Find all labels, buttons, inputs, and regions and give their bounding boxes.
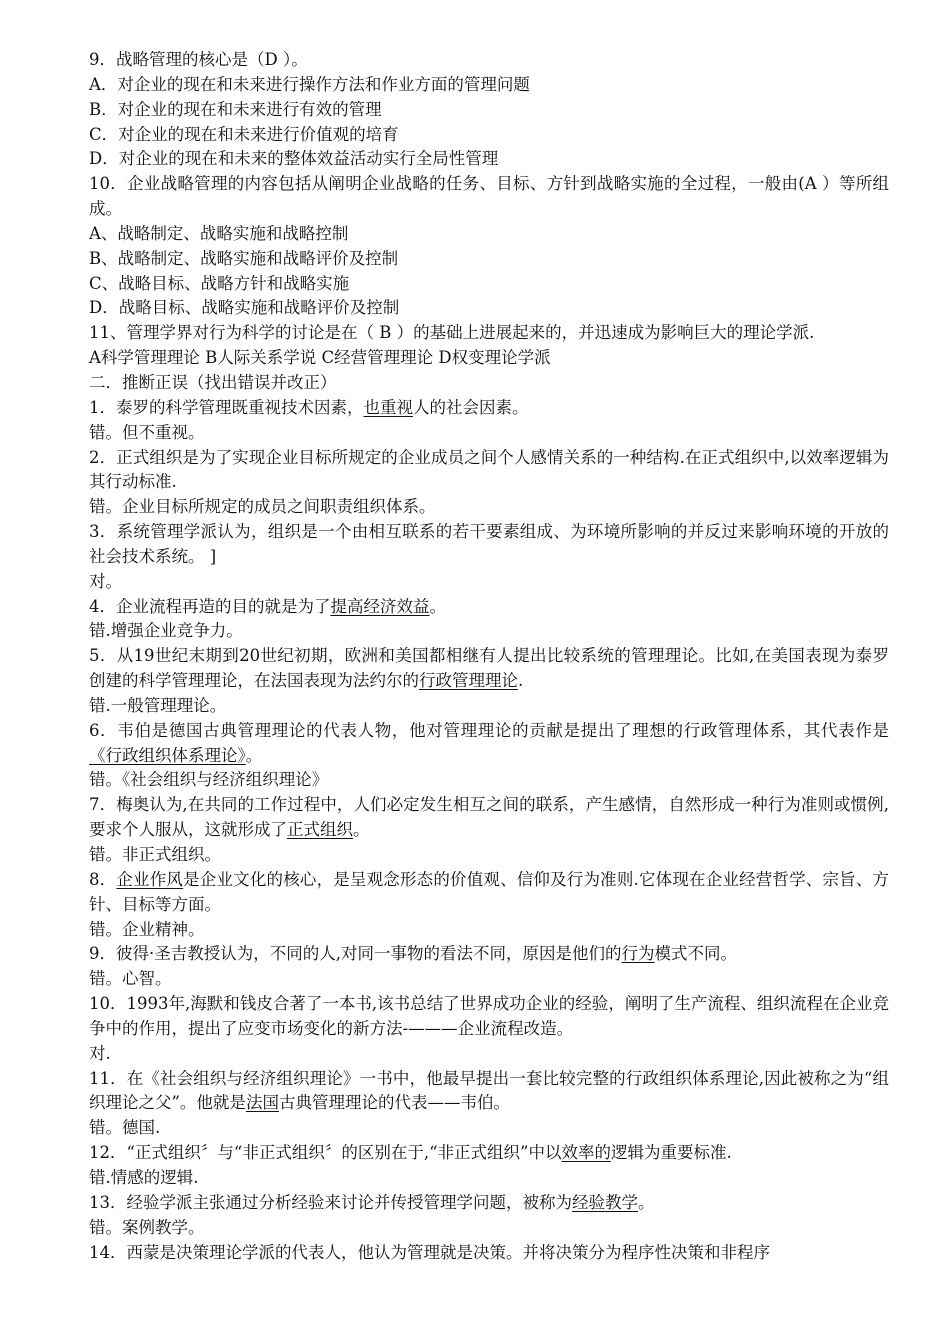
text-run: 错.情感的逻辑.	[89, 1167, 199, 1187]
text-run: 对。	[89, 571, 122, 591]
text-run: 错。心智。	[89, 969, 172, 989]
text-paragraph	[89, 619, 889, 644]
text-paragraph	[89, 1116, 889, 1141]
underlined-text: 企业作风	[116, 869, 184, 889]
text-paragraph	[89, 321, 889, 346]
text-paragraph	[89, 1067, 889, 1117]
text-paragraph	[89, 942, 889, 967]
underlined-text: 法国	[245, 1093, 279, 1113]
text-paragraph	[89, 918, 889, 943]
text-run: D．对企业的现在和未来的整体效益活动实行全局性管理	[89, 149, 499, 169]
text-run: 。	[638, 1192, 655, 1212]
text-run: 错。但不重视。	[89, 422, 205, 442]
text-paragraph	[89, 421, 889, 446]
document-body	[89, 48, 889, 1265]
text-run: 错.增强企业竞争力。	[89, 621, 243, 641]
text-run: 模式不同。	[654, 944, 737, 964]
underlined-text: 也重视	[363, 397, 413, 417]
text-run: 2．正式组织是为了实现企业目标所规定的企业成员之间个人感情关系的一种结构.在正式组织中,以效率逻辑为其行动标准.	[89, 447, 889, 492]
text-run: A、战略制定、战略实施和战略控制	[89, 223, 349, 243]
text-run: A．对企业的现在和未来进行操作方法和作业方面的管理问题	[89, 74, 530, 94]
text-paragraph	[89, 371, 889, 396]
text-paragraph	[89, 296, 889, 321]
text-run: 13．经验学派主张通过分析经验来讨论并传授管理学问题，被称为	[89, 1192, 572, 1212]
underlined-text: 效率的	[561, 1143, 611, 1163]
underlined-text: 提高经济效益	[330, 596, 430, 616]
text-paragraph	[89, 123, 889, 148]
text-run: 错。案例教学。	[89, 1217, 205, 1237]
text-paragraph	[89, 843, 889, 868]
underlined-text: 经验教学	[572, 1192, 638, 1212]
underlined-text: 正式组织	[287, 820, 353, 840]
text-paragraph	[89, 272, 889, 297]
text-paragraph	[89, 346, 889, 371]
text-paragraph	[89, 768, 889, 793]
text-paragraph	[89, 1141, 889, 1166]
text-run: 14．西蒙是决策理论学派的代表人，他认为管理就是决策。并将决策分为程序性决策和非程序	[89, 1242, 770, 1262]
text-run: C、战略目标、战略方针和战略实施	[89, 273, 350, 293]
text-paragraph	[89, 868, 889, 918]
text-run: 错.一般管理理论。	[89, 695, 227, 715]
text-paragraph	[89, 98, 889, 123]
text-run: 7．梅奥认为,在共同的工作过程中，人们必定发生相互之间的联系，产生感情，自然形成一种行为准则或惯例,要求个人服从，这就形成了	[89, 795, 889, 840]
text-paragraph	[89, 1191, 889, 1216]
text-run: 8．	[89, 869, 117, 889]
text-paragraph	[89, 520, 889, 570]
text-run: 6．韦伯是德国古典管理理论的代表人物，他对管理理论的贡献是提出了理想的行政管理体系，其代表作是	[89, 720, 889, 740]
text-run: 人的社会因素。	[413, 397, 529, 417]
text-run: .	[518, 671, 524, 691]
underlined-text: 行为	[621, 944, 655, 964]
text-run: 是企业文化的核心，是呈观念形态的价值观、信仰及行为准则.它体现在企业经营哲学、宗旨、方针、目标等方面。	[89, 869, 890, 914]
text-paragraph	[89, 247, 889, 272]
text-paragraph	[89, 1042, 889, 1067]
text-paragraph	[89, 396, 889, 421]
text-run: 错。德国.	[89, 1118, 161, 1138]
text-run: 9．彼得·圣吉教授认为，不同的人,对同一事物的看法不同，原因是他们的	[89, 944, 622, 964]
text-paragraph	[89, 793, 889, 843]
text-run: C．对企业的现在和未来进行价值观的培育	[89, 124, 399, 144]
text-run: D．战略目标、战略实施和战略评价及控制	[89, 298, 400, 318]
text-run: 10．1993年,海默和钱皮合著了一本书,该书总结了世界成功企业的经验，阐明了生产流程、组织流程在企业竞争中的作用，提出了应变市场变化的新方法-———企业流程改造。	[89, 994, 889, 1038]
text-run: 9．战略管理的核心是（D ）。	[89, 50, 308, 69]
text-run: 错。企业目标所规定的成员之间职责组织体系。	[89, 497, 436, 517]
text-paragraph	[89, 222, 889, 247]
text-run: 。	[429, 596, 446, 616]
text-run: 对.	[89, 1043, 111, 1063]
text-run: 错。《社会组织与经济组织理论》	[89, 770, 329, 790]
text-paragraph	[89, 172, 889, 222]
text-run: 古典管理理论的代表——韦伯。	[278, 1093, 510, 1113]
text-paragraph	[89, 570, 889, 595]
underlined-text: 行政管理理论	[419, 671, 518, 691]
text-paragraph	[89, 147, 889, 172]
underlined-text: 《行政组织体系理论》	[89, 745, 246, 765]
text-run: 3．系统管理学派认为，组织是一个由相互联系的若干要素组成、为环境所影响的并反过来影响环境的开放的社会技术系统。 ]	[89, 522, 889, 566]
text-run: 错。非正式组织。	[89, 845, 221, 864]
text-run: 。	[245, 745, 263, 765]
text-paragraph	[89, 73, 889, 98]
text-run: 错。企业精神。	[89, 919, 205, 939]
text-run: 11、管理学界对行为科学的讨论是在（ B ）的基础上进展起来的，并迅速成为影响巨大的理论学派.	[89, 323, 815, 343]
text-paragraph	[89, 644, 889, 694]
text-run: 。	[353, 820, 370, 840]
text-run: 二．推断正误（找出错误并改正）	[89, 372, 337, 392]
text-paragraph	[89, 1241, 889, 1266]
text-run: 4．企业流程再造的目的就是为了	[89, 596, 331, 616]
text-paragraph	[89, 719, 889, 769]
text-paragraph	[89, 446, 889, 496]
text-paragraph	[89, 967, 889, 992]
text-paragraph	[89, 694, 889, 719]
text-paragraph	[89, 1216, 889, 1241]
text-run: 1．泰罗的科学管理既重视技术因素，	[89, 397, 364, 417]
text-paragraph	[89, 495, 889, 520]
text-run: 5．从19世纪末期到20世纪初期，欧洲和美国都相继有人提出比较系统的管理理论。比如,在美国表现为泰罗创建的科学管理理论，在法国表现为法约尔的	[89, 646, 889, 691]
text-run: A科学管理理论 B人际关系学说 C经营管理理论 D权变理论学派	[89, 348, 551, 368]
text-paragraph	[89, 1166, 889, 1191]
text-paragraph	[89, 992, 889, 1042]
text-run: 10．企业战略管理的内容包括从阐明企业战略的任务、目标、方针到战略实施的全过程，一般由(A ）等所组成。	[89, 174, 889, 219]
text-paragraph	[89, 595, 889, 620]
text-run: 11．在《社会组织与经济组织理论》一书中，他最早提出一套比较完整的行政组织体系理论,因此被称之为“组织理论之父”。他就是	[89, 1068, 889, 1113]
text-paragraph	[89, 48, 889, 73]
text-run: B、战略制定、战略实施和战略评价及控制	[89, 248, 399, 268]
text-run: 逻辑为重要标准.	[610, 1143, 732, 1163]
text-run: 12．“正式组织〞与“非正式组织〞的区别在于,“非正式组织”中以	[89, 1143, 562, 1163]
text-run: B．对企业的现在和未来进行有效的管理	[89, 99, 382, 119]
